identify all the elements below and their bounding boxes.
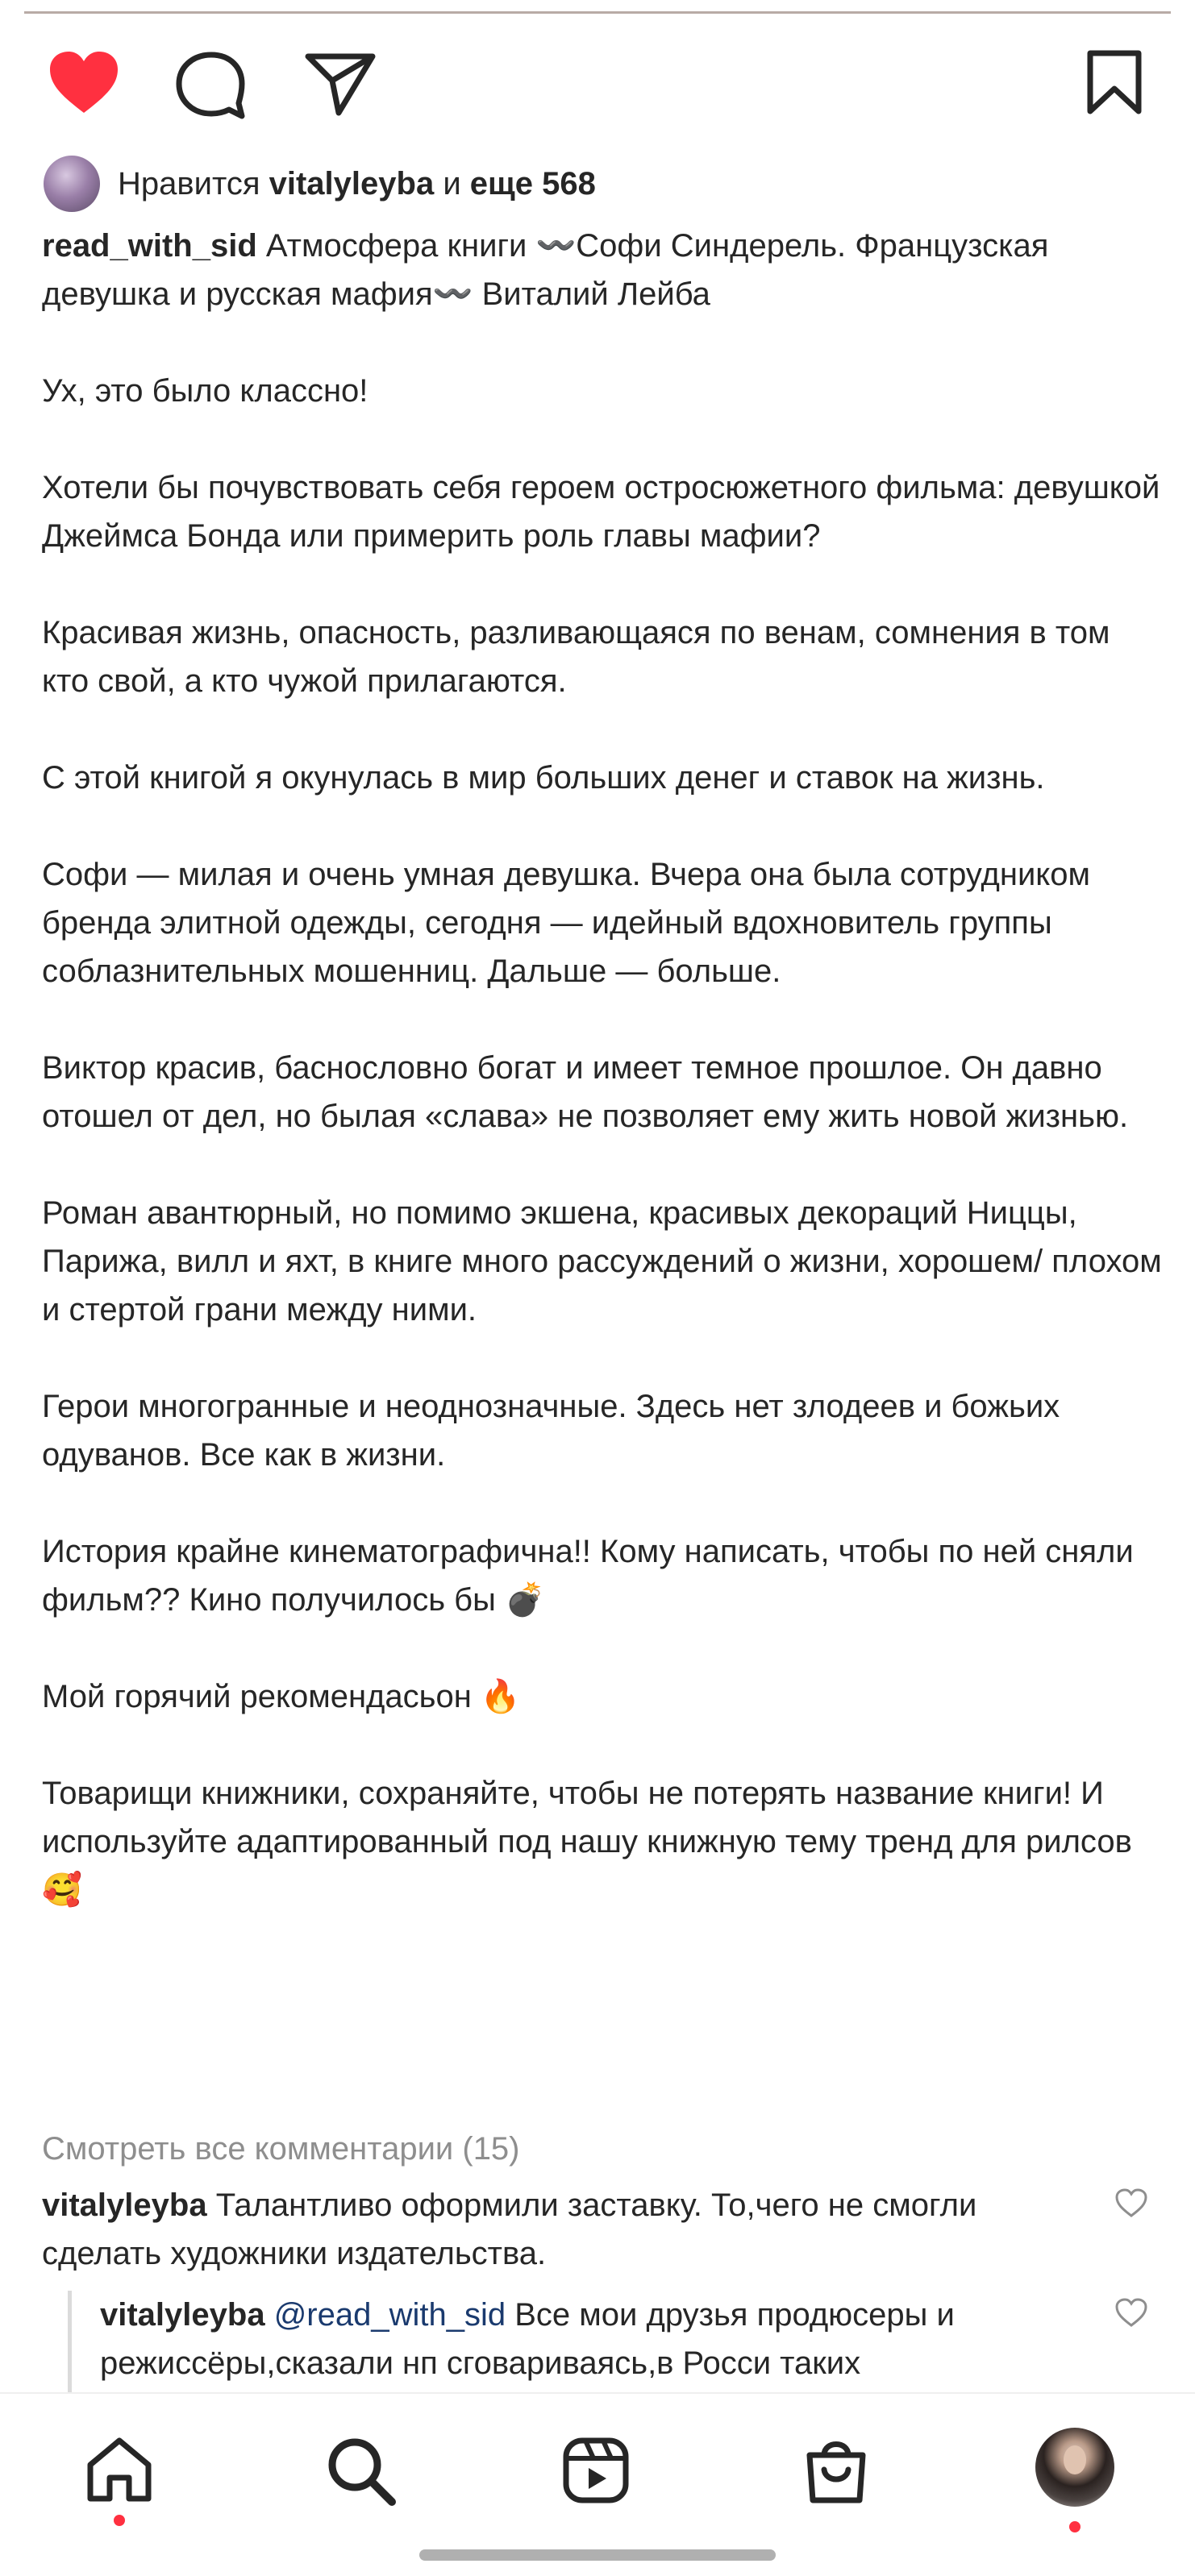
profile-notification-dot [1069, 2521, 1080, 2532]
reply-comment-item [100, 2291, 1076, 2387]
liker-username[interactable]: vitalyleyba [269, 165, 435, 202]
caption-username[interactable]: read_with_sid [42, 228, 257, 264]
liker-avatar[interactable] [44, 156, 100, 212]
home-notification-dot [114, 2515, 125, 2526]
comment-text: Талантливо оформили заставку. То,чего не смогли сделать художники издательства. [42, 2188, 986, 2271]
likes-conjunction: и [434, 165, 470, 202]
profile-avatar-face [1064, 2445, 1086, 2474]
comment-username[interactable]: vitalyleyba [42, 2188, 207, 2223]
reply-username[interactable]: vitalyleyba [100, 2297, 265, 2333]
bottom-navigation-bar [0, 2392, 1195, 2576]
comment-bubble-icon[interactable] [174, 50, 247, 119]
search-icon[interactable] [324, 2434, 397, 2507]
profile-avatar[interactable] [1035, 2428, 1114, 2507]
paper-plane-icon[interactable] [303, 50, 377, 118]
likes-count[interactable]: еще 568 [469, 165, 596, 202]
reply-text: Все мои друзья продюсеры и режиссёры,сказали нп сговариваясь,в Росси таких [100, 2297, 964, 2381]
likes-text[interactable] [118, 166, 596, 202]
reply-thread-line [68, 2291, 72, 2395]
comment-item [42, 2181, 1090, 2278]
post-action-bar [0, 32, 1195, 137]
reels-icon[interactable] [561, 2436, 631, 2505]
likes-summary[interactable] [44, 152, 596, 216]
reply-like-heart-icon[interactable] [1114, 2297, 1148, 2328]
media-edge-line [24, 11, 1171, 14]
heart-filled-icon[interactable] [47, 48, 121, 116]
bookmark-icon[interactable] [1085, 48, 1143, 116]
post-caption [42, 222, 1163, 1914]
caption-text: Атмосфера книги 〰️Софи Синдерель. Французская девушка и русская мафия〰️ Виталий Лейба Ух, это было классно! Хотели бы почувствовать себя героем остросюжетного фильма: девушкой Джеймса Бонда или примерить роль главы мафии? Красивая жизнь, опасность, разливающаяся по венам, сомнения в том кто свой, а кто чужой прилагаются. С этой книгой я окунулась в мир больших денег и ставок на жизнь. Софи — милая и очень умная девушка. Вчера она была сотрудником бренда элитной одежды, сегодня — идейный вдохновитель группы соблазнительных мошенниц. Дальше — больше. Виктор красив, баснословно богат и имеет темное прошлое. Он давно отошел от дел, но былая «слава» не позволяет ему жить новой жизнью. Роман авантюрный, но помимо экшена, красивых декораций Ниццы, Парижа, вилл и яхт, в книге много рассуждений о жизни, хорошем/ плохом и стертой грани между ними. Герои многогранные и неоднозначные. Здесь нет злодеев и божьих одуванов. Все как в жизни. История крайне кинематографична!! Кому написать, чтобы по ней сняли фильм?? Кино получилось бы 💣 Мой горячий рекомендасьон 🔥 Товарищи книжники, сохраняйте, чтобы не потерять название книги! И используйте адаптированный под нашу книжную тему тренд для рилсов 🥰 [42, 228, 1162, 1908]
shopping-bag-icon[interactable] [802, 2433, 871, 2505]
reply-mention[interactable]: @read_with_sid [273, 2297, 506, 2333]
likes-prefix: Нравится [118, 165, 269, 202]
post-media-bottom-edge [0, 0, 1195, 16]
home-indicator[interactable] [419, 2549, 776, 2561]
comment-like-heart-icon[interactable] [1114, 2188, 1148, 2218]
home-icon[interactable] [84, 2436, 155, 2503]
view-all-comments-link[interactable]: Смотреть все комментарии (15) [42, 2131, 520, 2167]
